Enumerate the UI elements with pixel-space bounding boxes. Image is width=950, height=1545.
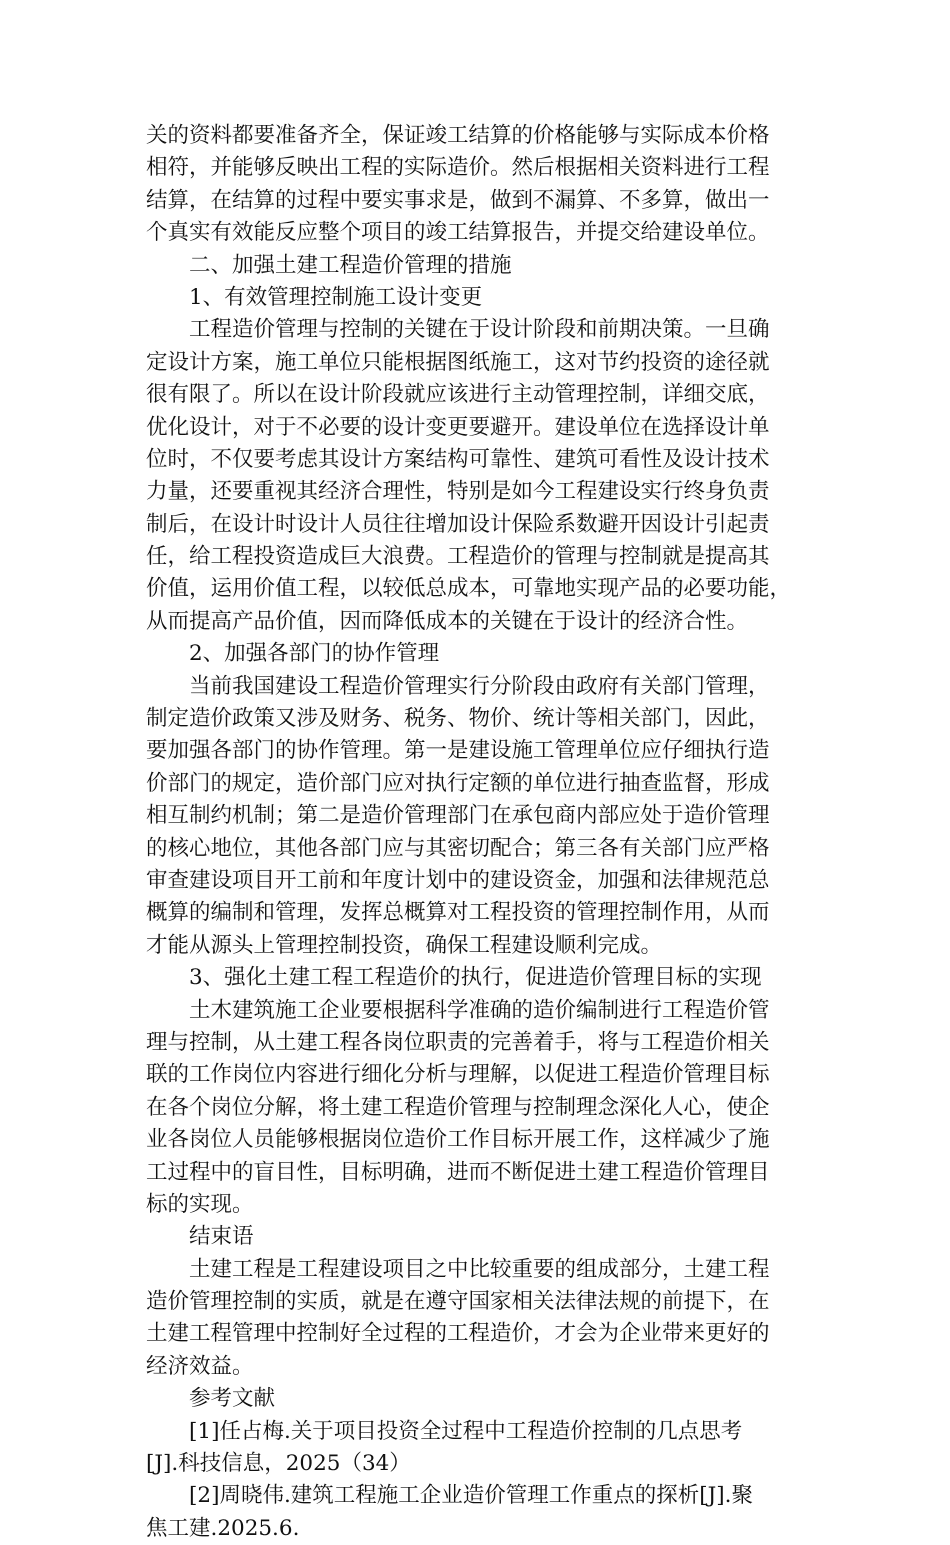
text-line: 经济效益。 — [146, 1353, 254, 1379]
text-line: 结算，在结算的过程中要实事求是，做到不漏算、不多算，做出一 — [146, 187, 770, 213]
text-line: 制定造价政策又涉及财务、税务、物价、统计等相关部门，因此， — [146, 706, 770, 732]
text-line: 价值，运用价值工程，以较低总成本，可靠地实现产品的必要功能， — [146, 576, 792, 602]
text-line: 联的工作岗位内容进行细化分析与理解，以促进工程造价管理目标 — [146, 1062, 770, 1088]
text-line: 在各个岗位分解，将土建工程造价管理与控制理念深化人心，使企 — [146, 1094, 770, 1120]
text-line: 位时，不仅要考虑其设计方案结构可靠性、建筑可看性及设计技术 — [146, 446, 770, 472]
text-line: 土建工程是工程建设项目之中比较重要的组成部分，土建工程 — [189, 1256, 770, 1282]
text-line: 焦工建.2025.6. — [146, 1515, 300, 1541]
text-line: 2、加强各部门的协作管理 — [189, 641, 440, 667]
text-line: 1、有效管理控制施工设计变更 — [189, 284, 483, 310]
text-line: 力量，还要重视其经济合理性，特别是如今工程建设实行终身负责 — [146, 479, 770, 505]
text-line: 审查建设项目开工前和年度计划中的建设资金，加强和法律规范总 — [146, 867, 770, 893]
text-line: 从而提高产品价值，因而降低成本的关键在于设计的经济合性。 — [146, 608, 749, 634]
text-line: [2]周晓伟.建筑工程施工企业造价管理工作重点的探析[J].聚 — [189, 1483, 754, 1509]
text-line: 的核心地位，其他各部门应与其密切配合；第三各有关部门应严格 — [146, 835, 770, 861]
text-line: 业各岗位人员能够根据岗位造价工作目标开展工作，这样减少了施 — [146, 1127, 770, 1153]
text-line: 概算的编制和管理，发挥总概算对工程投资的管理控制作用，从而 — [146, 900, 770, 926]
text-line: 任，给工程投资造成巨大浪费。工程造价的管理与控制就是提高其 — [146, 544, 770, 570]
text-line: 参考文献 — [189, 1386, 276, 1412]
text-line: 制后，在设计时设计人员往往增加设计保险系数避开因设计引起责 — [146, 511, 770, 537]
text-line: 土木建筑施工企业要根据科学准确的造价编制进行工程造价管 — [189, 997, 770, 1023]
text-line: 相符，并能够反映出工程的实际造价。然后根据相关资料进行工程 — [146, 155, 770, 181]
text-line: 标的实现。 — [146, 1191, 254, 1217]
text-line: 土建工程管理中控制好全过程的工程造价，才会为企业带来更好的 — [146, 1321, 770, 1347]
text-line: 理与控制，从土建工程各岗位职责的完善着手，将与工程造价相关 — [146, 1029, 770, 1055]
document-page — [146, 120, 806, 1545]
text-line: 要加强各部门的协作管理。第一是建设施工管理单位应仔细执行造 — [146, 738, 770, 764]
text-line: 造价管理控制的实质，就是在遵守国家相关法律法规的前提下，在 — [146, 1289, 770, 1315]
text-line: 相互制约机制；第二是造价管理部门在承包商内部应处于造价管理 — [146, 803, 770, 829]
text-line: 工程造价管理与控制的关键在于设计阶段和前期决策。一旦确 — [189, 317, 770, 343]
text-line: 才能从源头上管理控制投资，确保工程建设顺利完成。 — [146, 932, 663, 958]
text-line: [J].科技信息，2025（34） — [146, 1451, 411, 1477]
text-line: 很有限了。所以在设计阶段就应该进行主动管理控制，详细交底， — [146, 382, 770, 408]
text-line: 当前我国建设工程造价管理实行分阶段由政府有关部门管理， — [189, 673, 770, 699]
text-line: 关的资料都要准备齐全，保证竣工结算的价格能够与实际成本价格 — [146, 123, 770, 148]
text-line: 工过程中的盲目性，目标明确，进而不断促进土建工程造价管理目 — [146, 1159, 770, 1185]
text-line: 定设计方案，施工单位只能根据图纸施工，这对节约投资的途径就 — [146, 349, 770, 375]
text-line: 3、强化土建工程工程造价的执行，促进造价管理目标的实现 — [189, 965, 762, 991]
text-line: 价部门的规定，造价部门应对执行定额的单位进行抽查监督，形成 — [146, 770, 770, 796]
text-line: 优化设计，对于不必要的设计变更要避开。建设单位在选择设计单 — [146, 414, 770, 440]
text-line: [1]任占梅.关于项目投资全过程中工程造价控制的几点思考 — [189, 1418, 743, 1444]
text-line: 结束语 — [189, 1224, 254, 1250]
text-line: 个真实有效能反应整个项目的竣工结算报告，并提交给建设单位。 — [146, 220, 770, 246]
text-line: 二、加强土建工程造价管理的措施 — [189, 252, 512, 278]
